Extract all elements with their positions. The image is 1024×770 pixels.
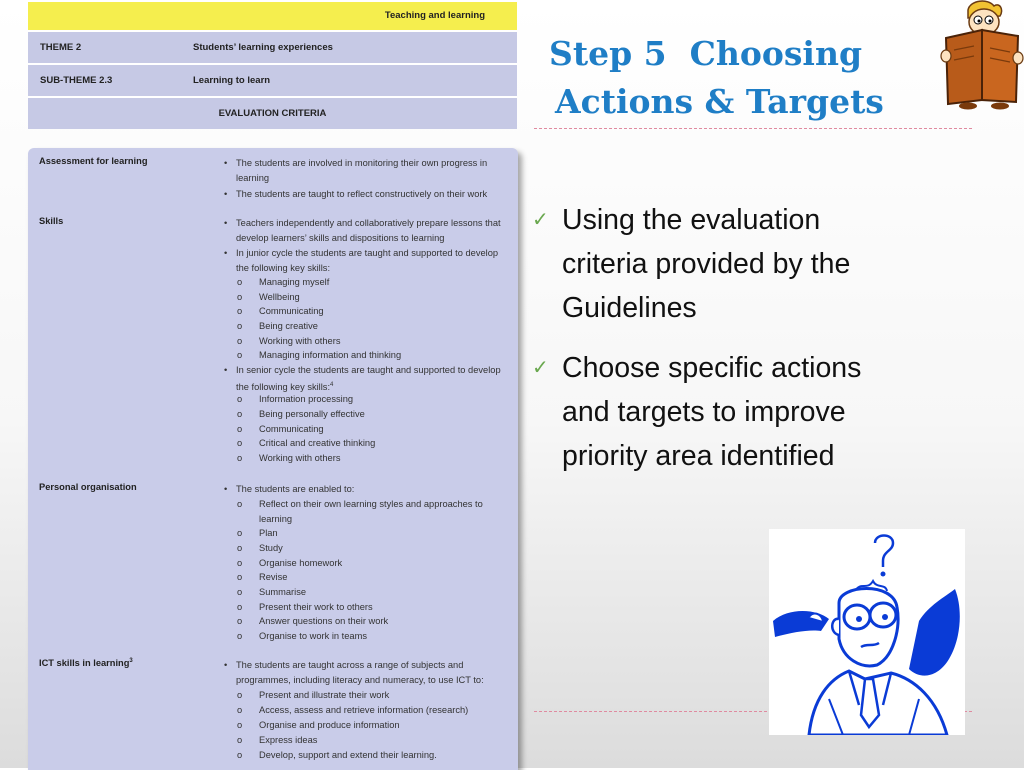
- ict-item: o Organise and produce information: [259, 718, 509, 733]
- document-header: [28, 2, 517, 130]
- skill-item: o Working with others: [259, 334, 509, 349]
- category-label: Skills: [39, 216, 64, 226]
- organisation-item: o Present their work to others: [259, 600, 509, 615]
- theme-value: Students’ learning experiences: [193, 42, 333, 53]
- organisation-item: o Summarise: [259, 585, 509, 600]
- subtheme-value: Learning to learn: [193, 75, 271, 86]
- title-line-1: Step 5 Choosing: [549, 34, 863, 73]
- section-label: Teaching and learning: [384, 10, 485, 21]
- skill-item: o Being personally effective: [259, 407, 509, 422]
- category-label: Personal organisation: [39, 482, 137, 492]
- organisation-item: o Plan: [259, 526, 509, 541]
- title-divider: [534, 128, 972, 129]
- organisation-item: o Reflect on their own learning styles and approaches to learning: [259, 497, 509, 526]
- ict-item: o Express ideas: [259, 733, 509, 748]
- criterion-bullet: • The students are enabled to:: [236, 482, 508, 497]
- slide-bullet: [532, 198, 912, 330]
- skill-item: o Working with others: [259, 451, 509, 466]
- confused-thinker-cartoon-icon: [769, 529, 965, 735]
- skill-item: o Communicating: [259, 304, 509, 319]
- slide-bullet-text: Choose specific actions and targets to improve priority area identified: [562, 352, 862, 472]
- criterion-bullet: • The students are involved in monitoring their own progress in learning: [236, 156, 508, 185]
- slide-bullet: [532, 346, 912, 478]
- ict-item: o Develop, support and extend their learning.: [259, 748, 509, 763]
- criterion-bullet: • Teachers independently and collaboratively prepare lessons that develop learners’ skills and dispositions to learning: [236, 216, 508, 245]
- criterion-bullet: • The students are taught to reflect constructively on their work: [236, 187, 508, 202]
- criterion-bullet: • The students are taught across a range of subjects and programmes, including literacy and numeracy, to use ICT to:: [236, 658, 508, 687]
- skill-item: o Managing information and thinking: [259, 348, 509, 363]
- subtheme-label: SUB-THEME 2.3: [40, 75, 113, 86]
- ict-item: o Present and illustrate their work: [259, 688, 509, 703]
- ict-item: o Access, assess and retrieve information (research): [259, 703, 509, 718]
- skill-item: o Information processing: [259, 392, 509, 407]
- reading-cartoon-icon: [938, 0, 1024, 110]
- criteria-heading-row: [28, 96, 517, 129]
- skill-item: o Communicating: [259, 422, 509, 437]
- category-label: [39, 658, 199, 668]
- footnote-marker: 3: [129, 658, 133, 664]
- checkmark-icon: ✓: [532, 357, 549, 379]
- criterion-bullet-text: In senior cycle the students are taught and supported to develop the following key skills:: [236, 365, 501, 392]
- category-label: Assessment for learning: [39, 156, 148, 166]
- skill-item: o Managing myself: [259, 275, 509, 290]
- slide-bullet-list: [532, 198, 912, 494]
- theme-row: [28, 30, 517, 63]
- criterion-bullet: [236, 363, 508, 395]
- criteria-heading: EVALUATION CRITERIA: [218, 108, 327, 119]
- checkmark-icon: ✓: [532, 209, 549, 231]
- theme-label: THEME 2: [40, 42, 82, 53]
- slide-title: [549, 30, 949, 126]
- footnote-marker: 4: [330, 381, 334, 388]
- skill-item: o Wellbeing: [259, 290, 509, 305]
- organisation-item: o Organise homework: [259, 556, 509, 571]
- organisation-item: o Organise to work in teams: [259, 629, 509, 644]
- organisation-item: o Study: [259, 541, 509, 556]
- section-band: [28, 2, 517, 30]
- slide-bullet-text: Using the evaluation criteria provided by the Guidelines: [562, 204, 851, 324]
- skill-item: o Critical and creative thinking: [259, 436, 509, 451]
- organisation-item: o Revise: [259, 570, 509, 585]
- category-text: ICT skills in learning: [39, 658, 130, 669]
- skill-item: o Being creative: [259, 319, 509, 334]
- organisation-item: o Answer questions on their work: [259, 614, 509, 629]
- title-line-2: Actions & Targets: [555, 82, 884, 121]
- criterion-bullet: • In junior cycle the students are taught and supported to develop the following key skills:: [236, 246, 508, 275]
- evaluation-criteria-table: [28, 148, 518, 770]
- subtheme-row: [28, 63, 517, 96]
